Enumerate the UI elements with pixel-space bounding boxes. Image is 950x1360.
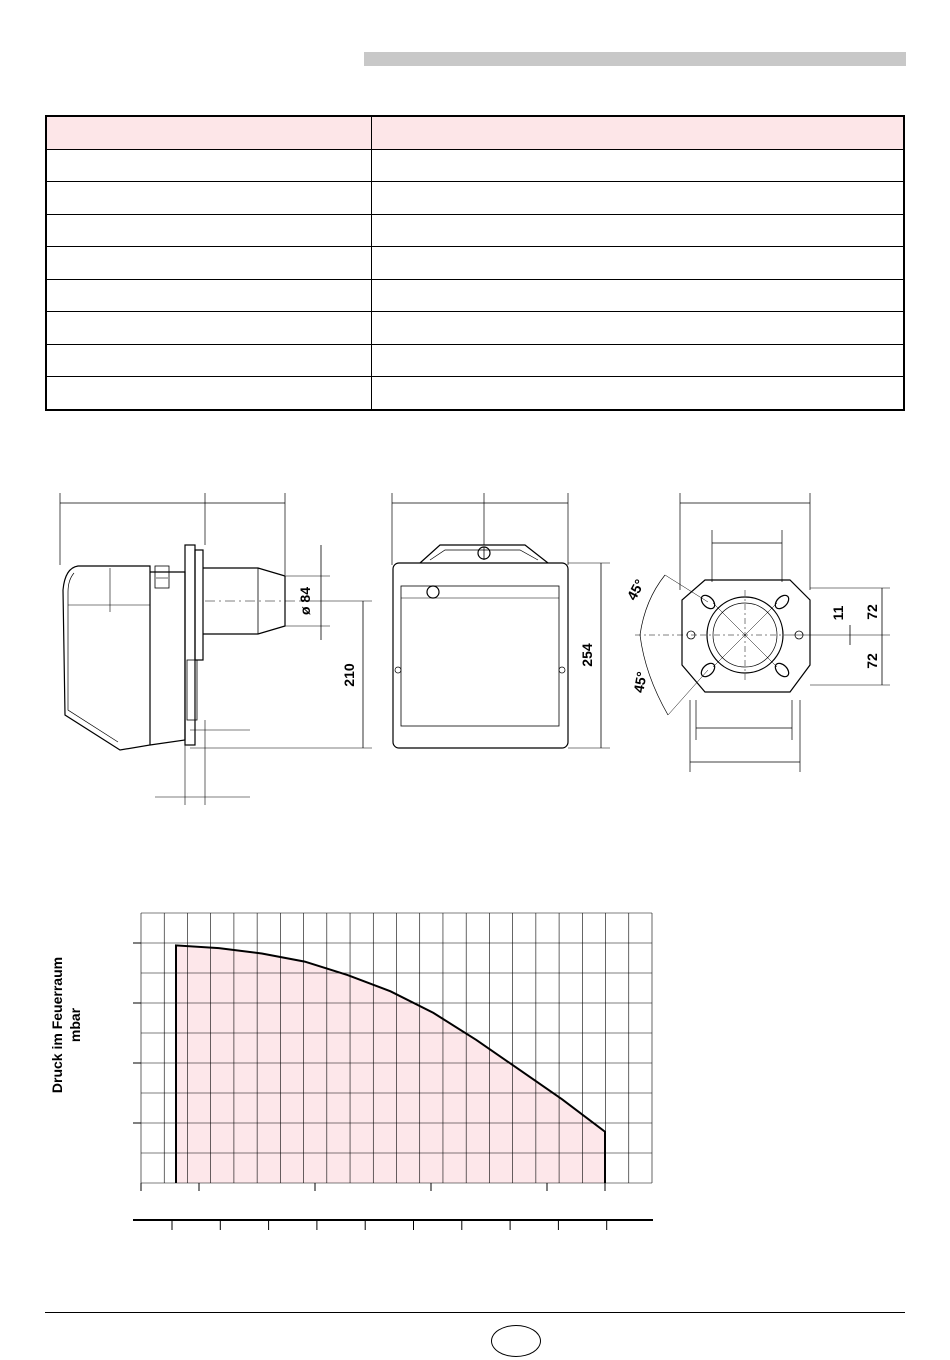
footer-rule bbox=[45, 1312, 905, 1313]
table-row bbox=[46, 214, 904, 247]
table-cell bbox=[372, 377, 905, 410]
table-header-row bbox=[46, 116, 904, 149]
table-row bbox=[46, 312, 904, 345]
table-cell bbox=[372, 312, 905, 345]
table-cell bbox=[372, 182, 905, 215]
table-cell bbox=[46, 116, 372, 149]
table-cell bbox=[372, 149, 905, 182]
side-view-drawing bbox=[60, 493, 372, 805]
table-cell bbox=[46, 149, 372, 182]
table-row bbox=[46, 247, 904, 280]
dimension-drawings bbox=[0, 470, 950, 810]
table-cell bbox=[372, 116, 905, 149]
flange-view-drawing bbox=[635, 493, 890, 772]
table-cell bbox=[46, 312, 372, 345]
dimension-label-diameter: ø 84 bbox=[297, 586, 313, 616]
table-cell bbox=[372, 214, 905, 247]
dimension-label-upper-half: 72 bbox=[864, 604, 880, 620]
chart-y-axis-unit: mbar bbox=[67, 1007, 83, 1043]
chart-y-axis-label bbox=[48, 925, 84, 1125]
table-row bbox=[46, 279, 904, 312]
chart-y-axis-title: Druck im Feuerraum bbox=[49, 956, 65, 1094]
chart-area-fill bbox=[176, 945, 605, 1183]
dimension-label-lower-half: 72 bbox=[864, 653, 880, 669]
table-cell bbox=[46, 377, 372, 410]
page-number-badge bbox=[491, 1325, 541, 1357]
firing-rate-chart bbox=[0, 900, 950, 1240]
dimension-label-offset: 11 bbox=[830, 605, 846, 621]
angle-label-upper: 45° bbox=[623, 576, 648, 603]
table-cell bbox=[372, 279, 905, 312]
table-row bbox=[46, 344, 904, 377]
dimension-label-height-axis: 210 bbox=[341, 663, 357, 687]
table-cell bbox=[46, 344, 372, 377]
front-view-drawing bbox=[392, 493, 610, 748]
dimension-label-height: 254 bbox=[579, 643, 595, 667]
table-cell bbox=[372, 344, 905, 377]
table-cell bbox=[46, 247, 372, 280]
angle-label-lower: 45° bbox=[630, 670, 650, 694]
table-cell bbox=[46, 214, 372, 247]
table-row bbox=[46, 377, 904, 410]
table-cell bbox=[46, 279, 372, 312]
table-cell bbox=[46, 182, 372, 215]
technical-data-table bbox=[45, 115, 905, 411]
section-header-bar bbox=[364, 52, 906, 66]
table-row bbox=[46, 149, 904, 182]
table-row bbox=[46, 182, 904, 215]
table-cell bbox=[372, 247, 905, 280]
